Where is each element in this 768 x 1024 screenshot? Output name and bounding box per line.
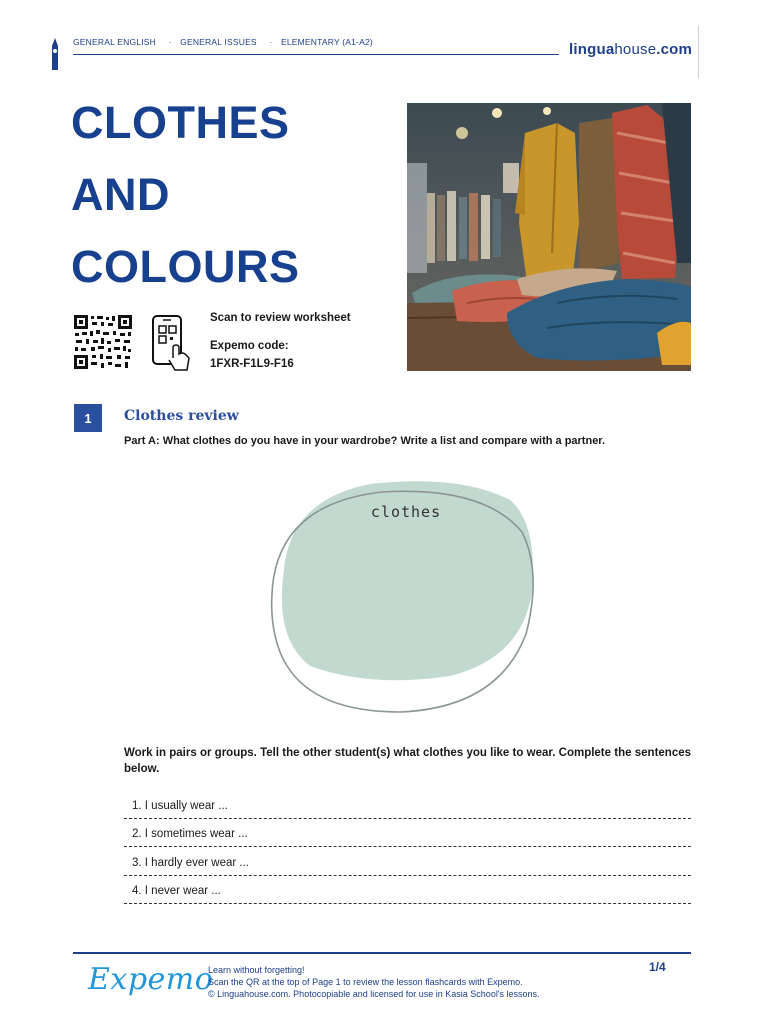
pair-work-instruction: Work in pairs or groups. Tell the other student(s) what clothes you like to wear. Complete the sentences below.: [124, 747, 691, 775]
sentence-line-2[interactable]: 2. I sometimes wear ...: [124, 820, 691, 847]
footer-divider: [73, 952, 691, 954]
page-number: 1/4: [649, 960, 666, 974]
header-vertical-rule: [698, 26, 699, 78]
section-title: Clothes review: [124, 408, 239, 424]
diagram-label: clothes: [370, 503, 442, 521]
page-title-line-1: CLOTHES: [71, 97, 290, 148]
expemo-code-label: Expemo code:: [210, 340, 289, 352]
clothes-shop-photo: [407, 103, 691, 371]
sentence-line-3[interactable]: 3. I hardly ever wear ...: [124, 849, 691, 876]
breadcrumb-topic: GENERAL ISSUES: [180, 37, 257, 47]
footer-qr-note: Scan the QR at the top of Page 1 to review the lesson flashcards with Expemo.: [208, 977, 523, 987]
linguahouse-logo: linguahouse.com: [569, 41, 693, 58]
expemo-logo: Expemo: [88, 962, 214, 997]
breadcrumb-grade: ELEMENTARY (A1-A2): [280, 37, 373, 47]
footer-copyright: © Linguahouse.com. Photocopiable and licensed for use in Kasia School's lessons.: [208, 989, 540, 999]
breadcrumb-separator: ·: [168, 37, 172, 47]
big-ben-icon: [49, 38, 61, 70]
scan-label: Scan to review worksheet: [210, 312, 351, 324]
phone-scan-icon: [151, 314, 191, 372]
part-a-instruction: Part A: What clothes do you have in your wardrobe? Write a list and compare with a partner.: [124, 435, 606, 447]
breadcrumb: [73, 37, 377, 47]
header-divider: [73, 54, 559, 55]
page-title-line-3: COLOURS: [71, 241, 300, 292]
qr-code[interactable]: [73, 314, 133, 370]
section-number-badge: 1: [74, 404, 102, 432]
sentence-line-1[interactable]: 1. I usually wear ...: [124, 792, 691, 819]
sentence-line-4[interactable]: 4. I never wear ...: [124, 877, 691, 904]
expemo-code: 1FXR-F1L9-F16: [210, 358, 294, 370]
clothes-mind-map-diagram: [240, 462, 572, 724]
footer-tagline: Learn without forgetting!: [208, 965, 305, 975]
page-title-line-2: AND: [71, 169, 170, 220]
breadcrumb-level: GENERAL ENGLISH: [73, 37, 156, 47]
breadcrumb-separator: ·: [269, 37, 273, 47]
